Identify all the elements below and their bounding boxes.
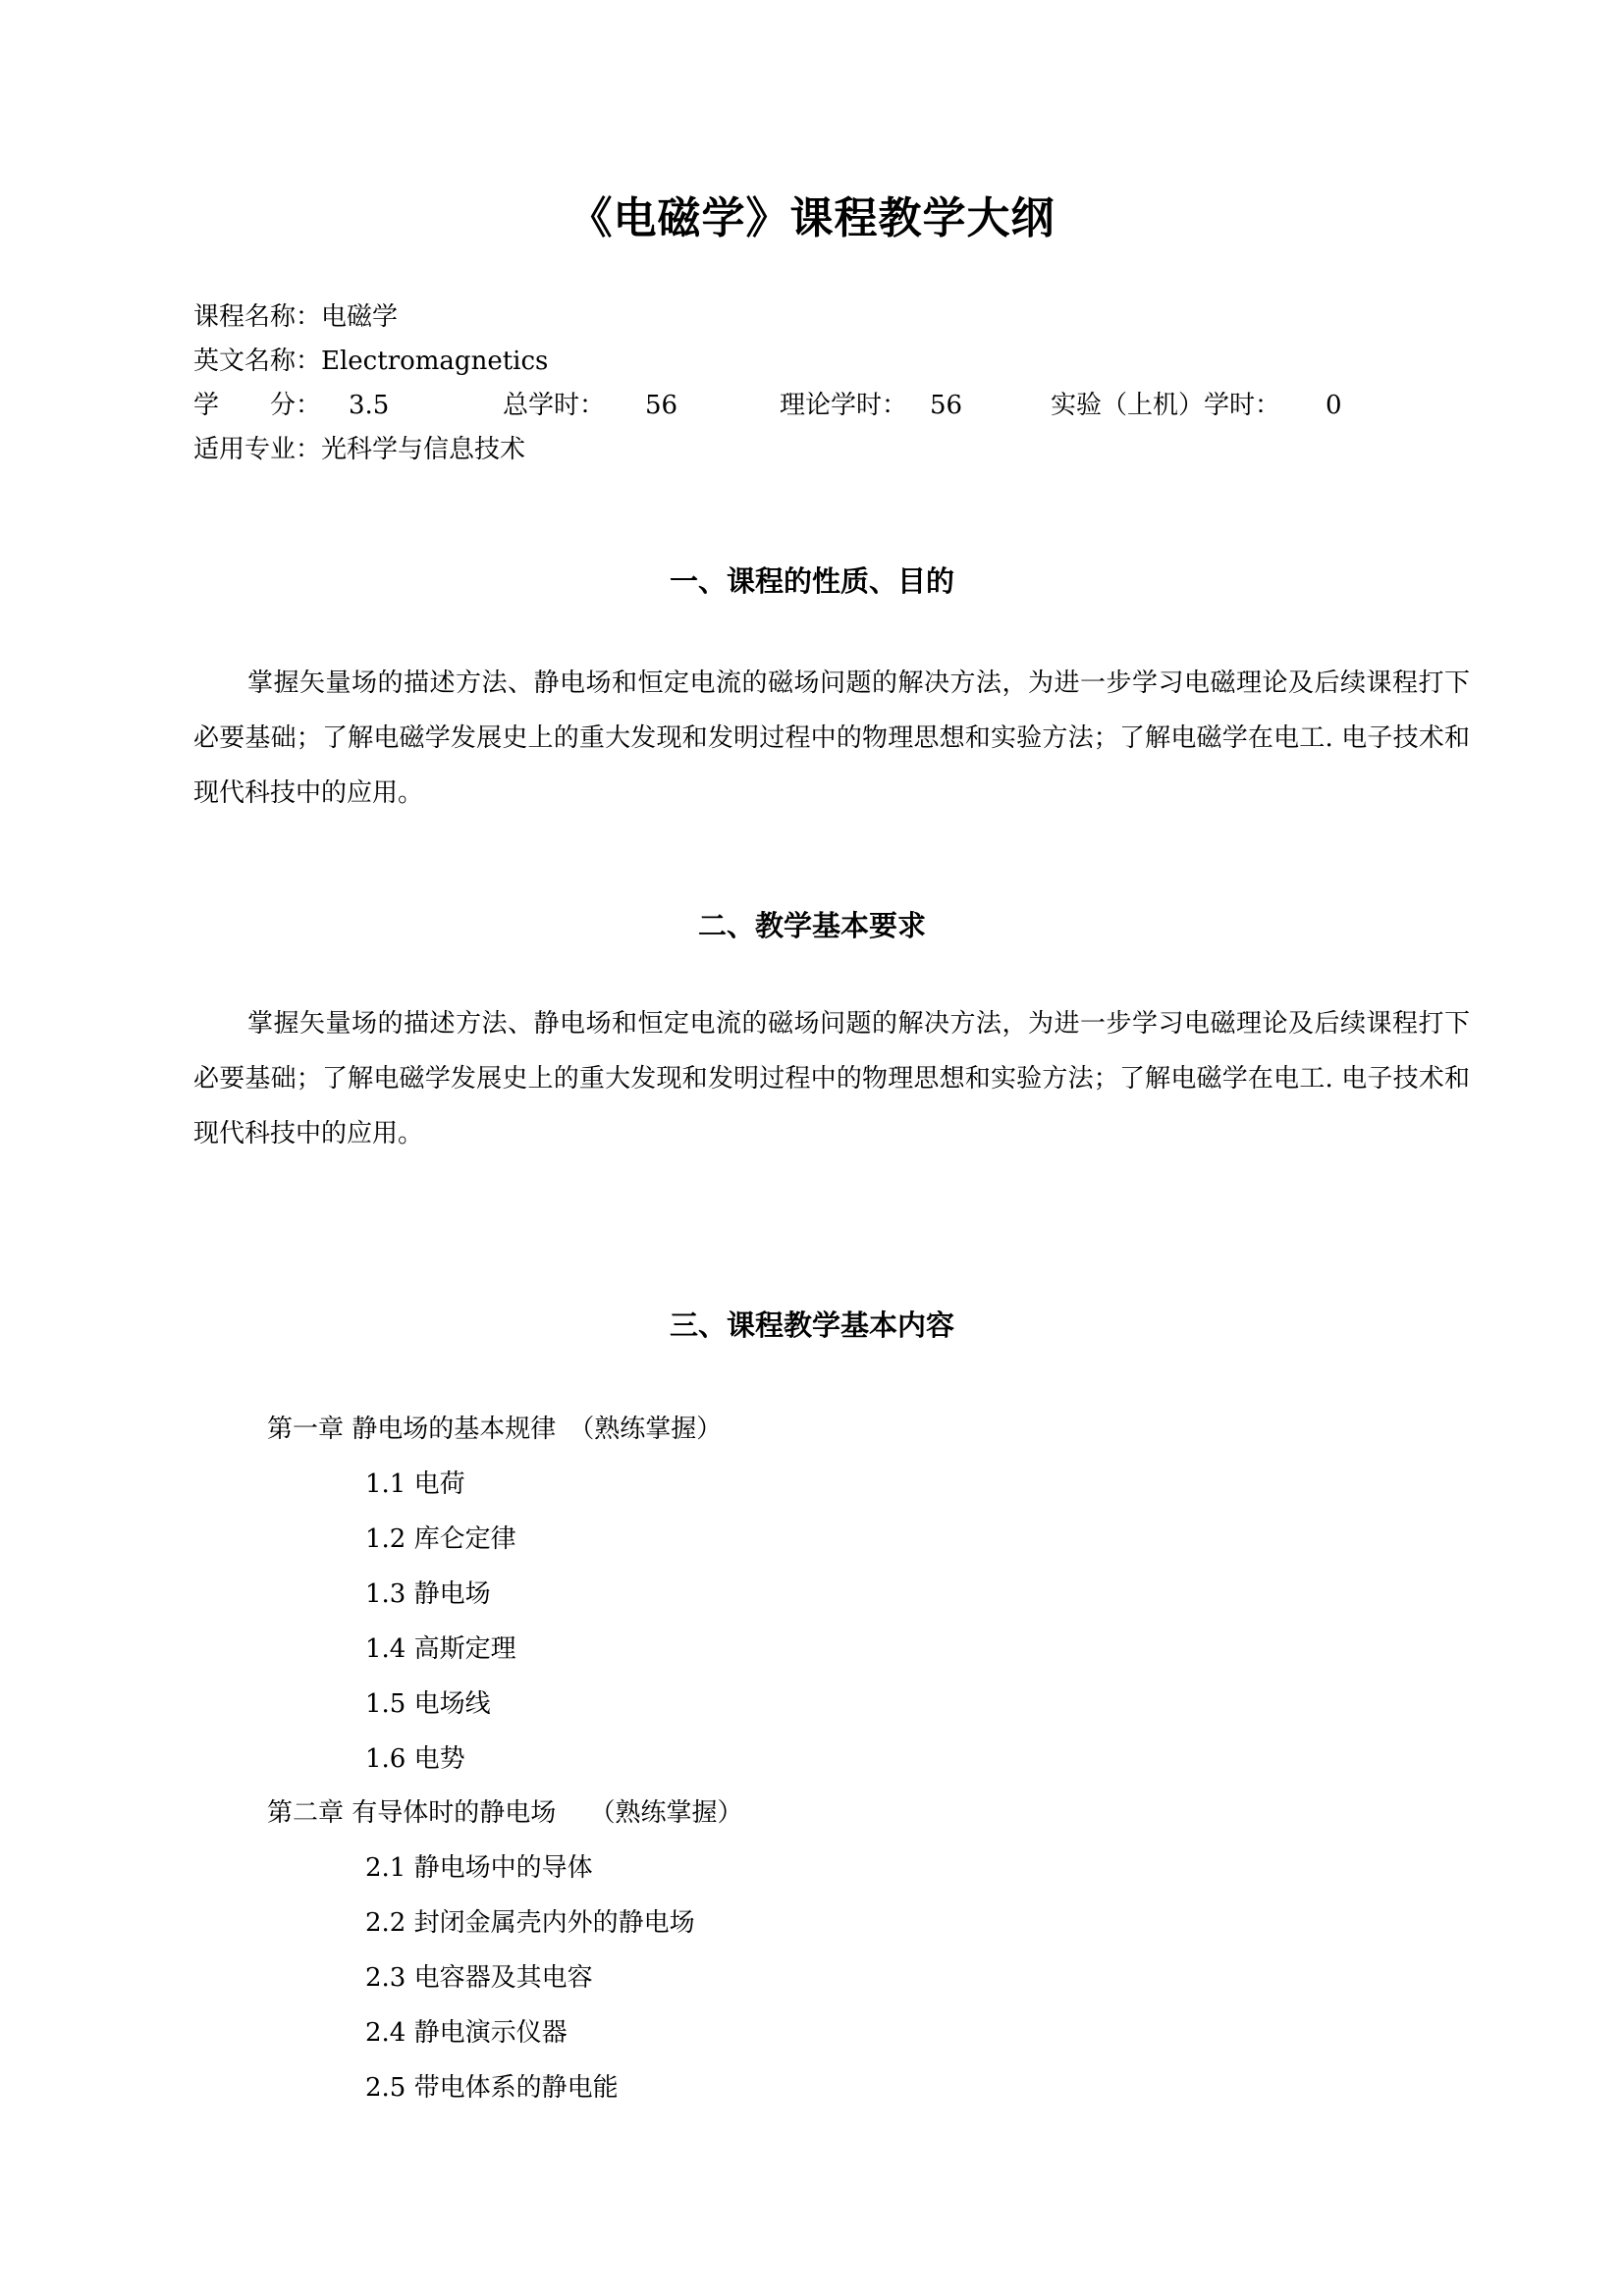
hours-row (193, 391, 1431, 420)
section-1-heading: 一、课程的性质、目的 (669, 564, 954, 598)
section-2-paragraph: 掌握矢量场的描述方法、静电场和恒定电流的磁场问题的解决方法，为进一步学习电磁理论及后续课程打下必要基础；了解电磁学发展史上的重大发现和发明过程中的物理思想和实验方法；了解电磁学在电工. 电子技术和现代科技中的应用。 (193, 1009, 1470, 1148)
applicable-major: 适用专业：光科学与信息技术 (193, 435, 526, 464)
document-title: 《电磁学》课程教学大纲 (568, 193, 1056, 243)
chapter-1-title: 第一章 静电场的基本规律 （熟练掌握） (267, 1415, 723, 1444)
total-hours-label: 总学时： (503, 391, 606, 420)
chapter-2-title: 第二章 有导体时的静电场 （熟练掌握） (267, 1798, 743, 1828)
course-name: 课程名称：电磁学 (193, 302, 399, 332)
credits-label: 学 分： (193, 391, 322, 420)
theory-hours-label: 理论学时： (780, 391, 908, 420)
list-item: 1.2 库仑定律 (365, 1524, 516, 1554)
section-2-heading: 二、教学基本要求 (697, 909, 926, 942)
section-1-paragraph: 掌握矢量场的描述方法、静电场和恒定电流的磁场问题的解决方法，为进一步学习电磁理论及后续课程打下必要基础；了解电磁学发展史上的重大发现和发明过程中的物理思想和实验方法；了解电磁学在电工. 电子技术和现代科技中的应用。 (193, 668, 1470, 808)
theory-hours-value: 56 (930, 391, 963, 420)
total-hours-value: 56 (645, 391, 678, 420)
list-item: 1.6 电势 (365, 1744, 465, 1774)
list-item: 2.4 静电演示仪器 (365, 2018, 568, 2048)
list-item: 2.5 带电体系的静电能 (365, 2073, 619, 2103)
section-3-heading: 三、课程教学基本内容 (669, 1308, 954, 1342)
credits-value: 3.5 (349, 391, 390, 420)
list-item: 1.5 电场线 (365, 1689, 491, 1719)
list-item: 1.4 高斯定理 (365, 1634, 516, 1664)
list-item: 1.1 电荷 (365, 1469, 465, 1499)
list-item: 2.3 电容器及其电容 (365, 1963, 593, 1993)
english-name: 英文名称：Electromagnetics (193, 347, 549, 376)
list-item: 2.1 静电场中的导体 (365, 1853, 593, 1883)
list-item: 2.2 封闭金属壳内外的静电场 (365, 1908, 695, 1938)
lab-hours-value: 0 (1326, 391, 1342, 420)
lab-hours-label: 实验（上机）学时： (1051, 391, 1281, 420)
list-item: 1.3 静电场 (365, 1579, 491, 1609)
